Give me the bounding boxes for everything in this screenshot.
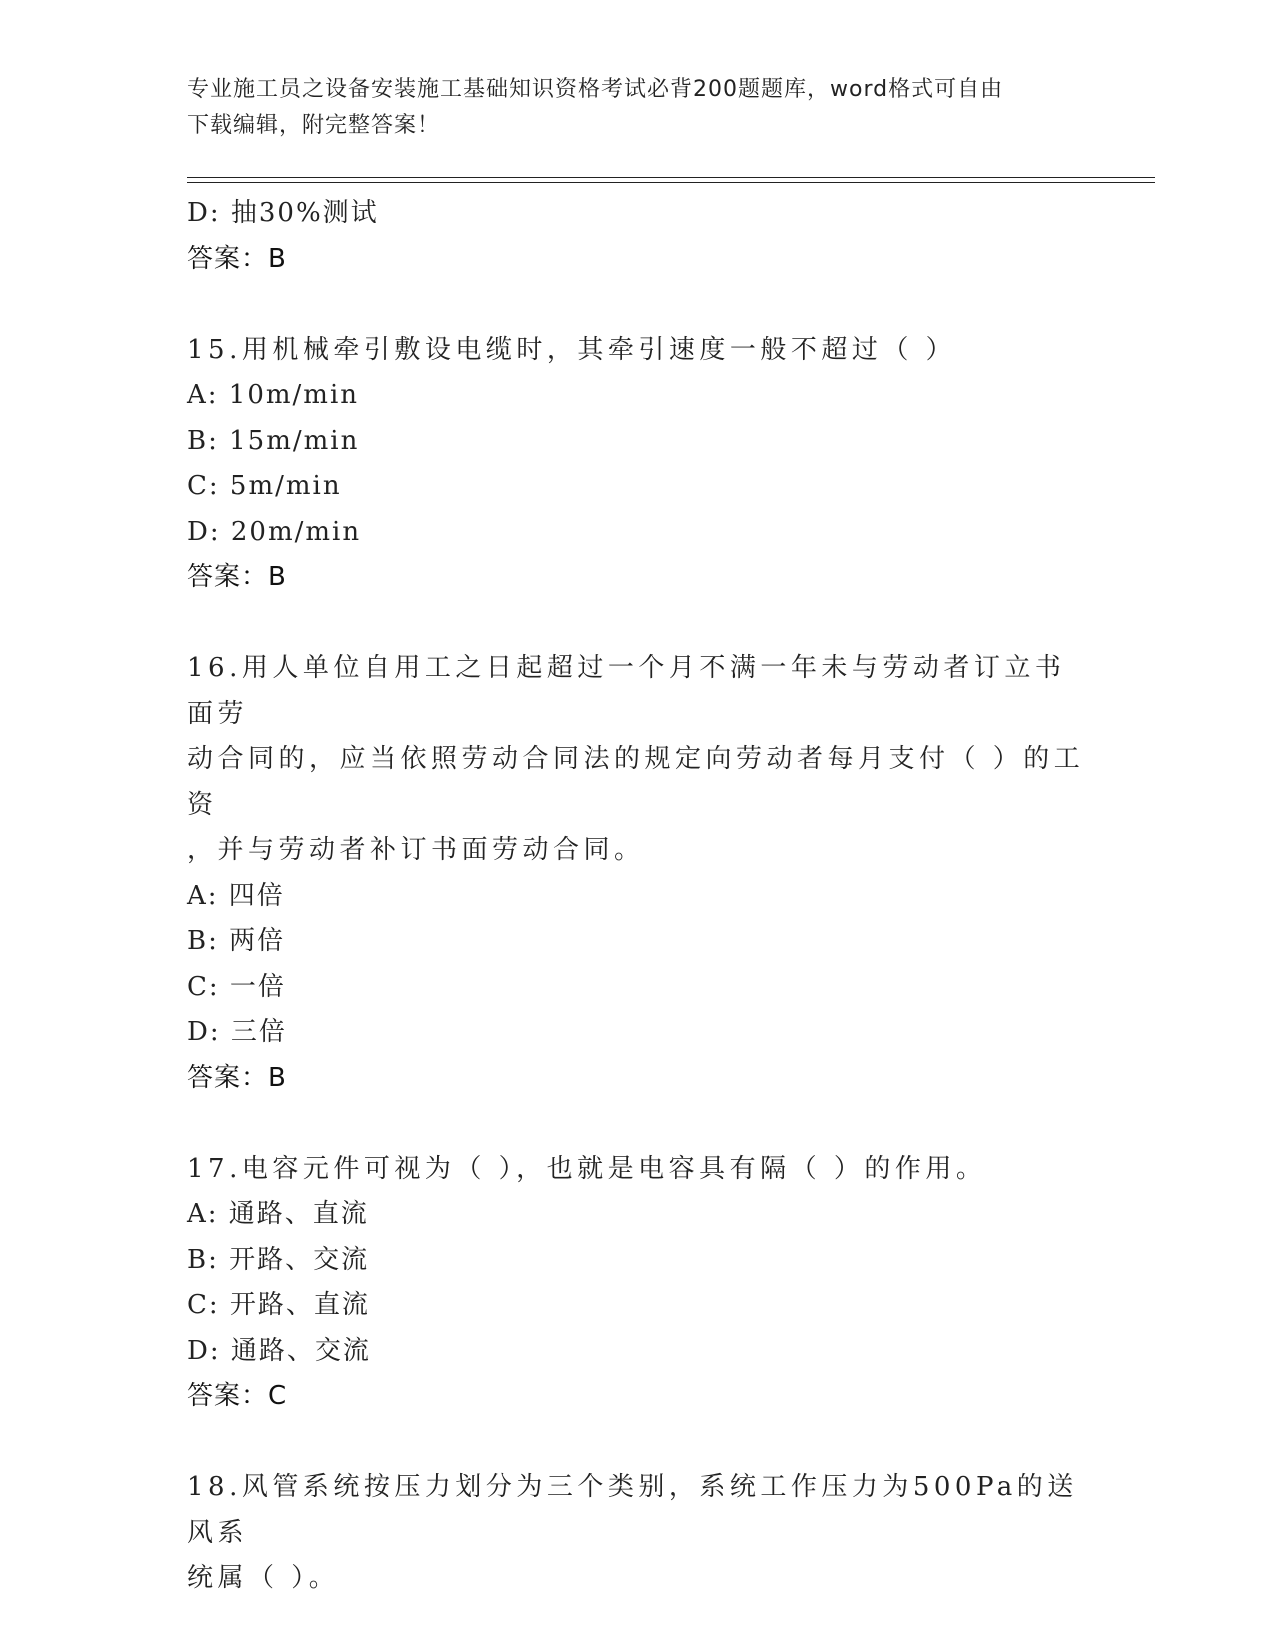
- question-16: [187, 646, 1087, 1101]
- option-c: C: 开路、直流: [187, 1290, 370, 1320]
- question-stem: 15.用机械牵引敷设电缆时，其牵引速度一般不超过（ ）: [187, 334, 957, 365]
- option-a: A: 10m/min: [187, 380, 360, 410]
- header-rule-bottom: [187, 182, 1155, 183]
- question-15: [187, 328, 1087, 601]
- answer: 答案：B: [187, 562, 287, 592]
- question-stem: 16.用人单位自用工之日起超过一个月不满一年未与劳动者订立书面劳: [187, 653, 1066, 729]
- question-stem: 动合同的，应当依照劳动合同法的规定向劳动者每月支付（ ）的工资: [187, 744, 1085, 820]
- option-b: B: 两倍: [187, 926, 286, 956]
- option-a: A: 通路、直流: [187, 1199, 369, 1229]
- answer: 答案：B: [187, 1062, 287, 1093]
- option-c: C: 一倍: [187, 971, 286, 1002]
- header-line-1: 专业施工员之设备安装施工基础知识资格考试必背200题题库，word格式可自由: [187, 77, 1004, 102]
- header-line-2: 下载编辑，附完整答案！: [187, 113, 441, 138]
- spacer: [187, 1101, 1087, 1147]
- question-stem: 17.电容元件可视为（ ），也就是电容具有隔（ ）的作用。: [187, 1153, 987, 1184]
- spacer: [187, 282, 1087, 328]
- option-a: A: 四倍: [187, 880, 285, 911]
- spacer: [187, 1420, 1087, 1466]
- option-d: D: 20m/min: [187, 516, 362, 547]
- prev-answer: 答案：B: [187, 243, 287, 274]
- header-rule-top: [187, 177, 1155, 178]
- option-b: B: 15m/min: [187, 425, 360, 456]
- document-header: [187, 72, 1067, 144]
- question-17: [187, 1147, 1087, 1420]
- question-stem: ，并与劳动者补订书面劳动合同。: [187, 835, 645, 865]
- answer: 答案：C: [187, 1381, 288, 1411]
- option-d: D: 通路、交流: [187, 1335, 371, 1366]
- spacer: [187, 601, 1087, 647]
- option-c: C: 5m/min: [187, 471, 342, 501]
- option-b: B: 开路、交流: [187, 1244, 370, 1275]
- question-stem: 统属（ ）。: [187, 1563, 340, 1593]
- question-list: [187, 191, 1087, 1602]
- prev-option-d: D: 抽30%测试: [187, 198, 379, 228]
- option-d: D: 三倍: [187, 1017, 287, 1047]
- question-18: [187, 1465, 1087, 1602]
- question-stem: 18.风管系统按压力划分为三个类别，系统工作压力为500Pa的送风系: [187, 1472, 1078, 1548]
